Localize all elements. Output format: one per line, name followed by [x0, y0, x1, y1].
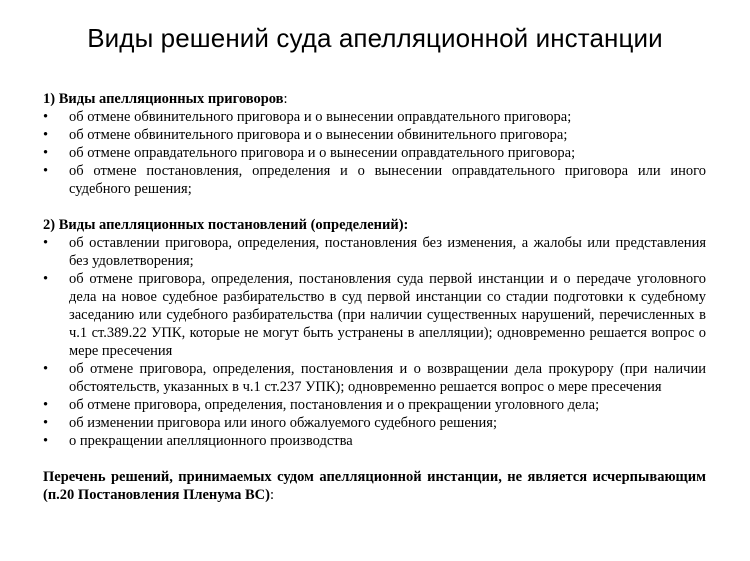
list-item-text: об отмене оправдательного приговора и о вынесении оправдательного приговора;: [69, 145, 576, 161]
list-item: [43, 234, 706, 270]
list-item: [43, 360, 706, 396]
list-item-text: об отмене приговора, определения, постановления и о возвращении дела прокурору (при наличии обстоятельств, указанных в ч.1 ст.237 УПК); одновременно решается вопрос о мере пресечения: [69, 361, 706, 395]
section2-heading-text: 2) Виды апелляционных постановлений (определений):: [43, 217, 409, 233]
closing-note-colon: :: [269, 487, 274, 503]
list-item: [43, 432, 706, 450]
section1-list: [43, 108, 706, 198]
list-item-text: об оставлении приговора, определения, постановления без изменения, а жалобы или представления без удовлетворения;: [69, 235, 706, 269]
list-item-text: об изменении приговора или иного обжалуемого судебного решения;: [69, 415, 497, 431]
bullet-icon: •: [43, 397, 49, 413]
list-item: [43, 108, 706, 126]
bullet-icon: •: [43, 415, 49, 431]
list-item: [43, 396, 706, 414]
bullet-icon: •: [43, 271, 49, 287]
list-item: [43, 414, 706, 432]
bullet-icon: •: [43, 361, 49, 377]
section2-list: [43, 234, 706, 450]
section1-heading-colon: :: [283, 91, 288, 107]
list-item-text: об отмене обвинительного приговора и о вынесении оправдательного приговора;: [69, 109, 572, 125]
list-item-text: о прекращении апелляционного производства: [69, 433, 353, 449]
bullet-icon: •: [43, 235, 49, 251]
list-item-text: об отмене приговора, определения, постановления суда первой инстанции и о передаче уголовного дела на новое судебное разбирательство в суд первой инстанции со стадии подготовки к судебному заседанию или судебного разбирательства (при наличии существенных нарушений, перечисленных в ч.1 ст.389.22 УПК, которые не могут быть устранены в апелляции); одновременно решается вопрос о мере пресечения: [69, 271, 706, 359]
bullet-icon: •: [43, 163, 49, 179]
section1-heading: [43, 90, 706, 108]
closing-note: [43, 468, 706, 504]
bullet-icon: •: [43, 109, 49, 125]
list-item: [43, 162, 706, 198]
bullet-icon: •: [43, 127, 49, 143]
section1-heading-text: 1) Виды апелляционных приговоров: [43, 91, 284, 107]
section-spacer: [43, 198, 706, 216]
bullet-icon: •: [43, 145, 49, 161]
list-item-text: об отмене постановления, определения и о вынесении оправдательного приговора или иного судебного решения;: [69, 163, 706, 197]
bullet-icon: •: [43, 433, 49, 449]
list-item-text: об отмене обвинительного приговора и о вынесении обвинительного приговора;: [69, 127, 568, 143]
closing-note-text: Перечень решений, принимаемых судом апелляционной инстанции, не является исчерпывающим (п.20 Постановления Пленума ВС): [43, 469, 706, 503]
list-item: [43, 126, 706, 144]
list-item: [43, 144, 706, 162]
list-item: [43, 270, 706, 360]
section2-heading: [43, 216, 706, 234]
section-spacer: [43, 450, 706, 468]
page-title: Виды решений суда апелляционной инстанции: [87, 23, 663, 53]
document-body: [43, 90, 706, 504]
list-item-text: об отмене приговора, определения, постановления и о прекращении уголовного дела;: [69, 397, 600, 413]
